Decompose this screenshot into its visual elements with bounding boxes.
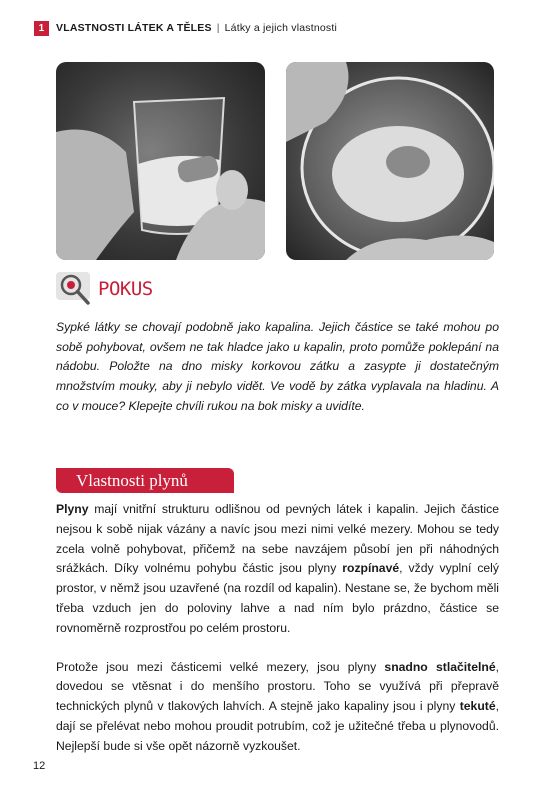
section-body — [56, 500, 499, 757]
term-rozpinave: rozpínavé — [342, 561, 400, 576]
chapter-title: VLASTNOSTI LÁTEK A TĚLES — [56, 22, 212, 34]
running-header — [34, 20, 337, 36]
experiment-heading — [56, 272, 153, 306]
experiment-paragraph: Sypké látky se chovají podobně jako kapalina. Jejich částice se také mohou po sobě pohybovat, ovšem ne tak hladce jako u kapalin, proto pomůže poklepání na nádobu. Položte na dno misky korkovou zátku a zasypte ji dostatečným množstvím mouky, aby ji nebylo vidět. Ve vodě by zátka vyplavala na hladinu. A co v mouce? Klepejte chvíli rukou na bok misky a uvidíte. — [56, 320, 499, 413]
magnifier-icon — [56, 272, 92, 306]
paragraph-2: Protože jsou mezi částicemi velké mezery, jsou plyny snadno stlačitelné, dovedou se vtěsnat i do menšího prostoru. Toho se využívá při přepravě technických plynů v tlakových lahvích. A stejně jako kapaliny jsou i plyny tekuté, dají se přelévat nebo mohou proudit potrubím, což je užitečné třeba u plynovodů. Nejlepší bude si vše opět názorně vyzkoušet. — [56, 659, 499, 753]
photo-bowl-top-view — [286, 62, 494, 260]
term-tekute: tekuté — [459, 699, 496, 714]
header-separator: | — [216, 22, 220, 34]
chapter-number: 1 — [34, 21, 49, 36]
section-title: Vlastnosti plynů — [76, 470, 188, 490]
paragraph-1: Plyny mají vnitřní strukturu odlišnou od pevných látek i kapalin. Jejich částice nejsou k sobě nijak vázány a navíc jsou mezi nimi velké mezery. Mohou se tedy zcela volně pohybovat, přičemž na sebe navzájem působí jen při náhodných srážkách. Díky volnému pohybu částic jsou plyny rozpínavé, vždy vyplní celý prostor, v němž jsou uzavřené (na rozdíl od kapalin). Nestane se, že bychom měli třeba vzduch jen do poloviny lahve a nad ním bylo prázdno, částice se rovnoměrně rozprostřou po celém prostoru. — [56, 502, 499, 635]
photo-glass-with-cork — [56, 62, 265, 260]
section-title-bar — [56, 468, 234, 493]
chapter-subtitle: Látky a jejich vlastnosti — [224, 22, 338, 34]
experiment-text — [56, 318, 499, 417]
experiment-label: POKUS — [98, 278, 153, 300]
term-plyny: Plyny — [56, 502, 89, 516]
term-stlacitelne: snadno stlačitelné — [384, 659, 496, 674]
page-number: 12 — [33, 760, 46, 772]
